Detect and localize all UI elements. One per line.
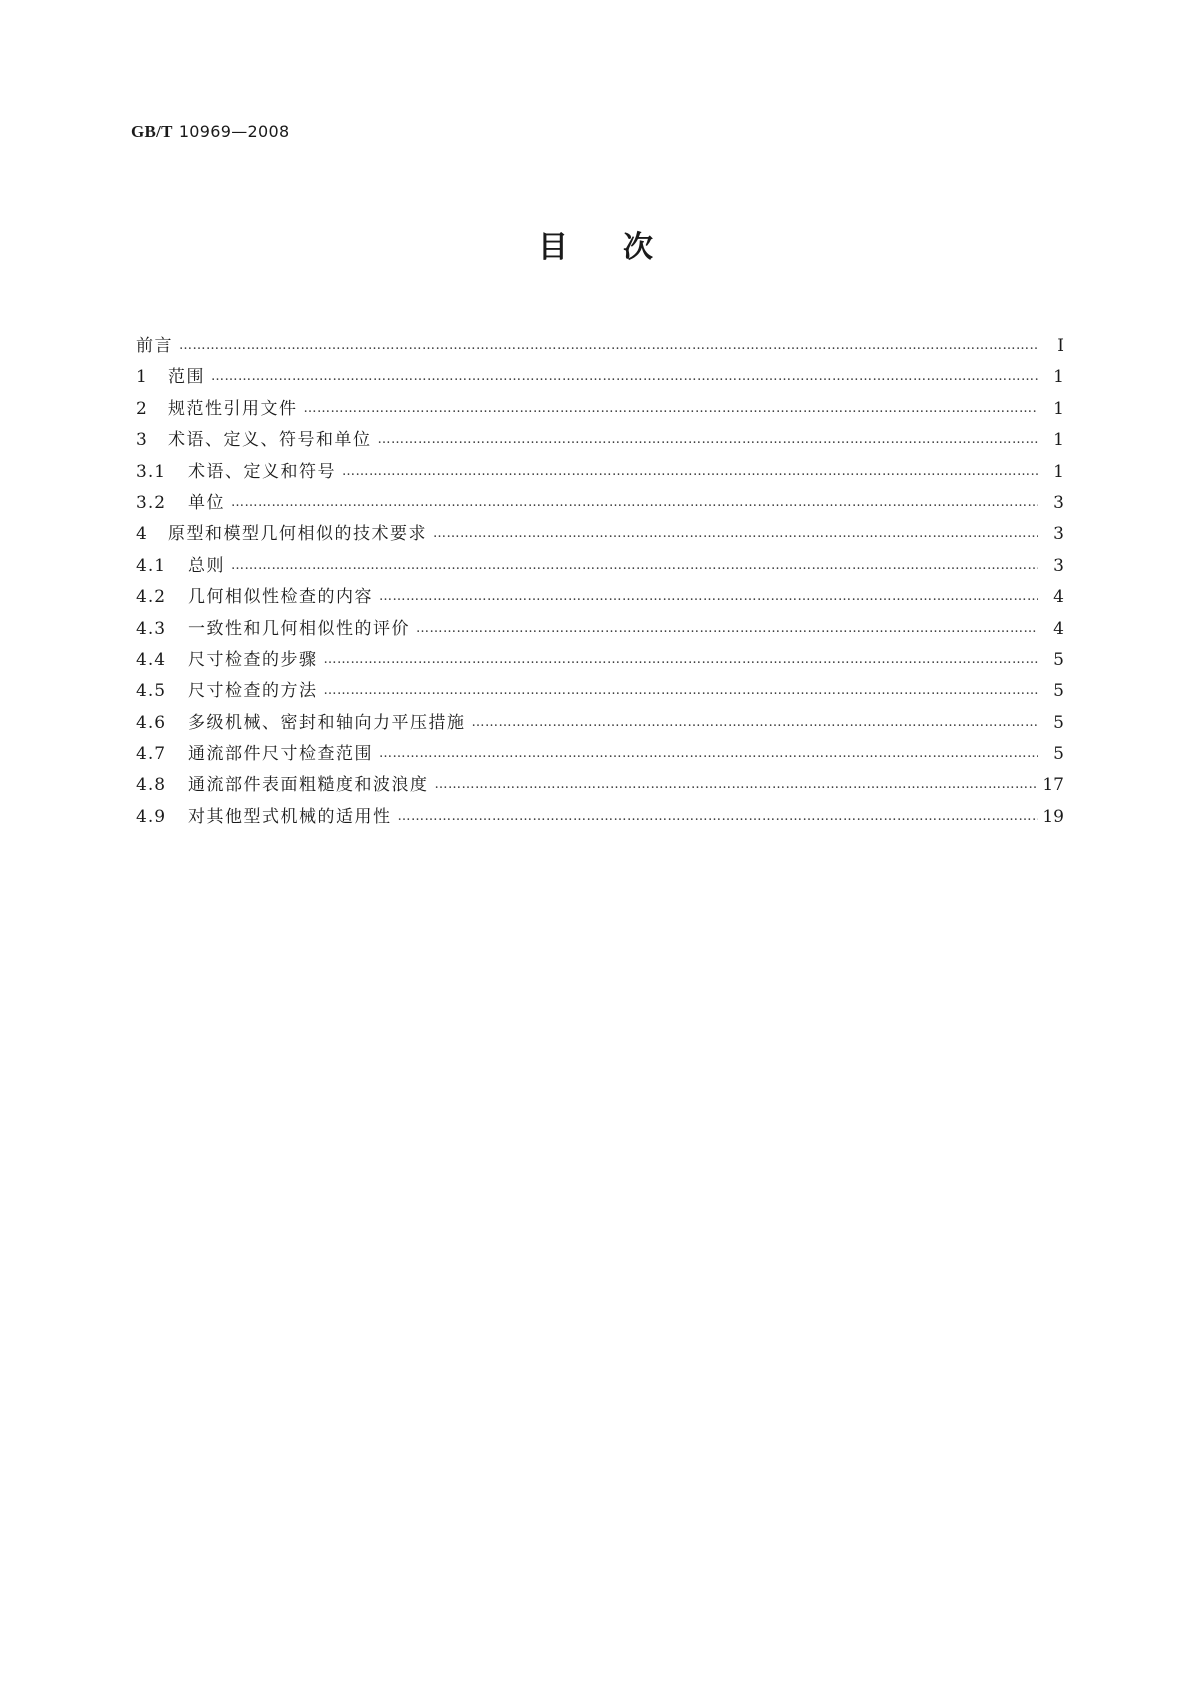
toc-dot-leader — [231, 495, 1038, 510]
toc-entry-number: 3.1 — [136, 461, 167, 482]
toc-dot-leader — [435, 777, 1039, 792]
toc-dot-leader — [231, 558, 1038, 573]
toc-entry-page: 1 — [1053, 398, 1064, 419]
toc-dot-leader — [342, 464, 1038, 479]
table-of-contents — [136, 331, 1064, 833]
toc-entry-label: 术语、定义、符号和单位 — [168, 430, 372, 451]
toc-dot-leader — [324, 683, 1039, 698]
toc-entry-label: 一致性和几何相似性的评价 — [188, 618, 410, 639]
toc-entry-number: 4.4 — [136, 649, 167, 670]
toc-entry-page: 3 — [1053, 555, 1064, 576]
toc-entry-label: 总则 — [188, 555, 225, 576]
toc-entry-number: 4.5 — [136, 681, 167, 702]
toc-entry-4-7[interactable] — [136, 739, 1064, 770]
standard-prefix: GB/T — [131, 122, 173, 141]
toc-entry-number: 4.2 — [136, 587, 167, 608]
toc-entry-4-1[interactable] — [136, 551, 1064, 582]
toc-entry-page: 5 — [1053, 681, 1064, 702]
toc-entry-label: 范围 — [168, 367, 205, 388]
toc-entry-page: 1 — [1053, 367, 1064, 388]
toc-entry-page: 19 — [1042, 806, 1064, 827]
toc-entry-number: 3 — [136, 430, 148, 451]
toc-entry-3[interactable] — [136, 425, 1064, 456]
toc-entry-label: 前言 — [136, 336, 173, 356]
toc-entry-4-6[interactable] — [136, 708, 1064, 739]
toc-entry-label: 尺寸检查的方法 — [188, 681, 318, 702]
toc-dot-leader — [398, 809, 1039, 824]
toc-entry-page: 3 — [1053, 492, 1064, 513]
toc-entry-label: 尺寸检查的步骤 — [188, 649, 318, 670]
toc-entry-label: 多级机械、密封和轴向力平压措施 — [188, 712, 466, 733]
toc-entry-label: 对其他型式机械的适用性 — [188, 806, 392, 827]
toc-entry-number: 4.1 — [136, 555, 167, 576]
toc-dot-leader — [324, 652, 1039, 667]
toc-entry-number: 4.9 — [136, 806, 167, 827]
toc-entry-4-3[interactable] — [136, 614, 1064, 645]
toc-dot-leader — [379, 589, 1038, 604]
toc-entry-page: 17 — [1042, 775, 1064, 796]
toc-entry-number: 3.2 — [136, 492, 167, 513]
toc-entry-4[interactable] — [136, 519, 1064, 550]
toc-entry-label: 术语、定义和符号 — [188, 461, 336, 482]
toc-entry-2[interactable] — [136, 394, 1064, 425]
standard-number — [131, 122, 289, 142]
toc-entry-4-5[interactable] — [136, 676, 1064, 707]
toc-entry-number: 1 — [136, 367, 148, 388]
toc-entry-page: 5 — [1053, 744, 1064, 765]
toc-entry-page: 4 — [1053, 587, 1064, 608]
toc-entry-label: 通流部件尺寸检查范围 — [188, 744, 373, 765]
toc-entry-4-9[interactable] — [136, 802, 1064, 833]
toc-dot-leader — [378, 432, 1039, 447]
toc-dot-leader — [416, 621, 1038, 636]
toc-entry-page: 3 — [1053, 524, 1064, 545]
toc-dot-leader — [472, 715, 1039, 730]
toc-entry-number: 4.3 — [136, 618, 167, 639]
toc-entry-page: 5 — [1053, 649, 1064, 670]
toc-entry-label: 原型和模型几何相似的技术要求 — [168, 524, 427, 545]
toc-dot-leader — [179, 338, 1038, 353]
toc-entry-label: 单位 — [188, 492, 225, 513]
toc-entry-label: 几何相似性检查的内容 — [188, 587, 373, 608]
standard-code: 10969—2008 — [178, 122, 290, 141]
toc-entry-page: 1 — [1053, 461, 1064, 482]
toc-entry-label: 通流部件表面粗糙度和波浪度 — [188, 775, 429, 796]
toc-entry-page: 5 — [1053, 712, 1064, 733]
toc-dot-leader — [304, 401, 1039, 416]
toc-dot-leader — [433, 526, 1038, 541]
toc-entry-4-8[interactable] — [136, 770, 1064, 801]
page-title: 目次 — [538, 230, 708, 265]
toc-entry-3-1[interactable] — [136, 457, 1064, 488]
toc-dot-leader — [379, 746, 1038, 761]
toc-entry-page: 4 — [1053, 618, 1064, 639]
toc-entry-number: 4.8 — [136, 775, 167, 796]
toc-entry-number: 4.6 — [136, 712, 167, 733]
toc-entry-1[interactable] — [136, 362, 1064, 393]
toc-entry-label: 规范性引用文件 — [168, 398, 298, 419]
toc-entry-page: Ⅰ — [1057, 336, 1064, 356]
toc-entry-foreword[interactable] — [136, 331, 1064, 362]
toc-entry-4-2[interactable] — [136, 582, 1064, 613]
toc-dot-leader — [211, 369, 1038, 384]
toc-entry-page: 1 — [1053, 430, 1064, 451]
toc-entry-number: 4 — [136, 524, 148, 545]
toc-entry-3-2[interactable] — [136, 488, 1064, 519]
toc-entry-4-4[interactable] — [136, 645, 1064, 676]
toc-entry-number: 2 — [136, 398, 148, 419]
toc-entry-number: 4.7 — [136, 744, 167, 765]
